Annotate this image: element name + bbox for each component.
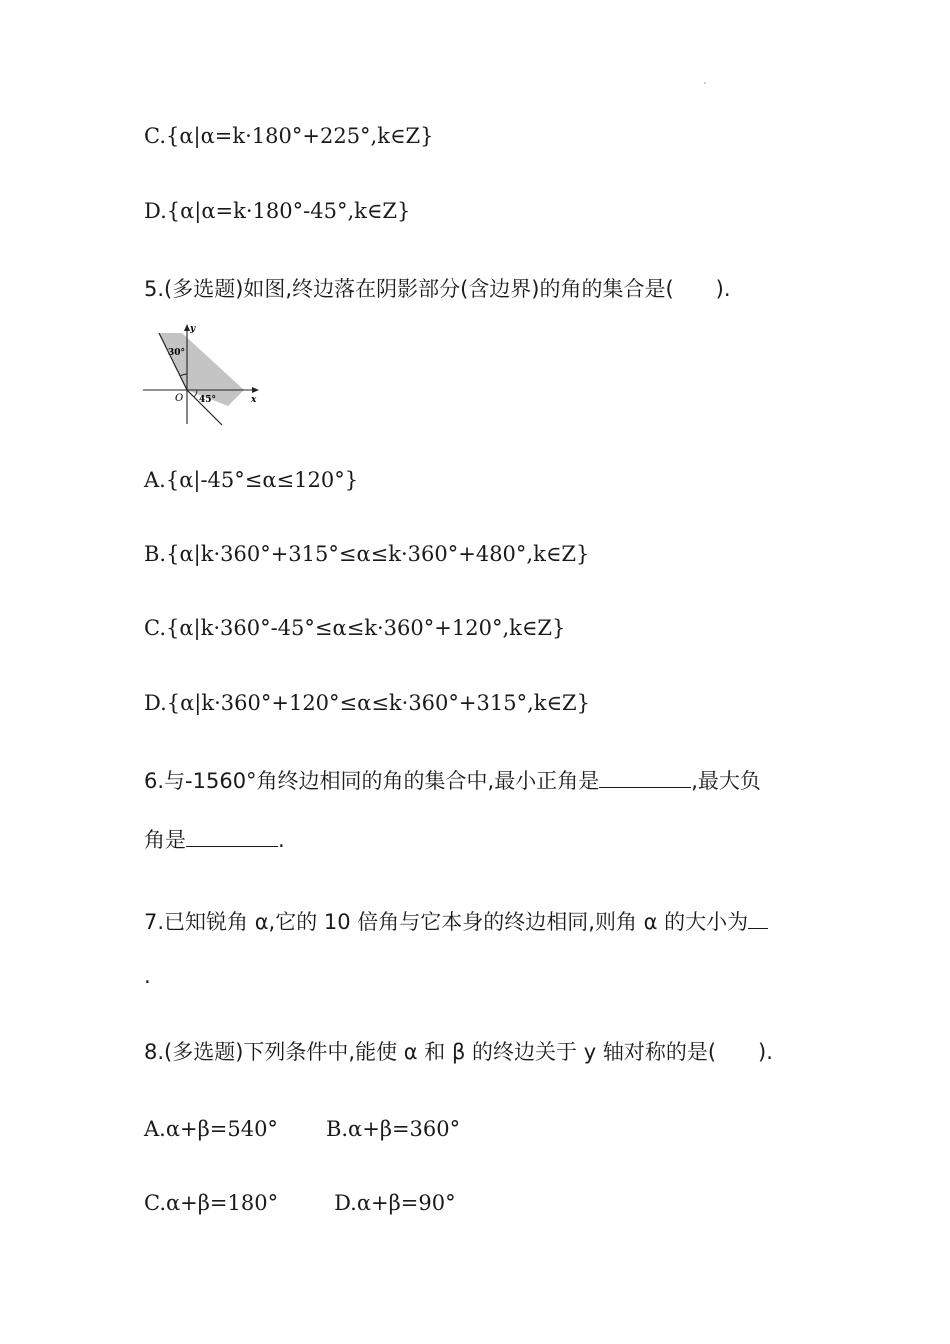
x-axis-arrow [252,387,259,393]
q5-option-d: D.{α|k·360°+120°≤α≤k·360°+315°,k∈Z} [144,691,590,715]
x-label: x [251,395,257,405]
q8-option-b: B.α+β=360° [325,1117,461,1141]
q6-blank-2[interactable] [186,828,278,847]
q6-blank-1[interactable] [599,769,691,788]
scan-speck [704,82,706,84]
angle-label-30: 30° [168,348,186,358]
q4-option-c: C.{α|α=k·180°+225°,k∈Z} [144,124,434,148]
q5-option-c: C.{α|k·360°-45°≤α≤k·360°+120°,k∈Z} [144,616,566,640]
q6-line1 [144,767,761,795]
q7-line1 [144,908,768,936]
q6-text-4: . [278,828,285,852]
q6-text-3: 角是 [144,828,186,852]
q6-line2 [144,826,285,854]
q8-options-row-1 [144,1115,460,1143]
q8-option-d: D.α+β=90° [334,1191,456,1215]
angle-label-45: 45° [199,395,217,405]
q6-text-2: ,最大负 [691,769,761,793]
q8-stem: 8.(多选题)下列条件中,能使 α 和 β 的终边关于 y 轴对称的是( ). [144,1040,773,1064]
q8-option-a: A.α+β=540° [144,1117,278,1141]
q5-option-b: B.{α|k·360°+315°≤α≤k·360°+480°,k∈Z} [144,542,590,566]
q6-text-1: 6.与-1560°角终边相同的角的集合中,最小正角是 [144,769,600,793]
q7-blank[interactable] [748,910,768,929]
q8-option-c: C.α+β=180° [144,1191,279,1215]
q8-options-row-2 [144,1189,456,1217]
origin-label: O [175,393,184,404]
q7-text-2: . [144,964,151,988]
q5-stem: 5.(多选题)如图,终边落在阴影部分(含边界)的角的集合是( ). [144,277,731,301]
y-label: y [190,324,196,334]
q7-text-1: 7.已知锐角 α,它的 10 倍角与它本身的终边相同,则角 α 的大小为 [144,910,749,934]
q5-figure [140,318,265,428]
q5-option-a: A.{α|-45°≤α≤120°} [144,468,359,492]
q4-option-d: D.{α|α=k·180°-45°,k∈Z} [144,199,411,223]
